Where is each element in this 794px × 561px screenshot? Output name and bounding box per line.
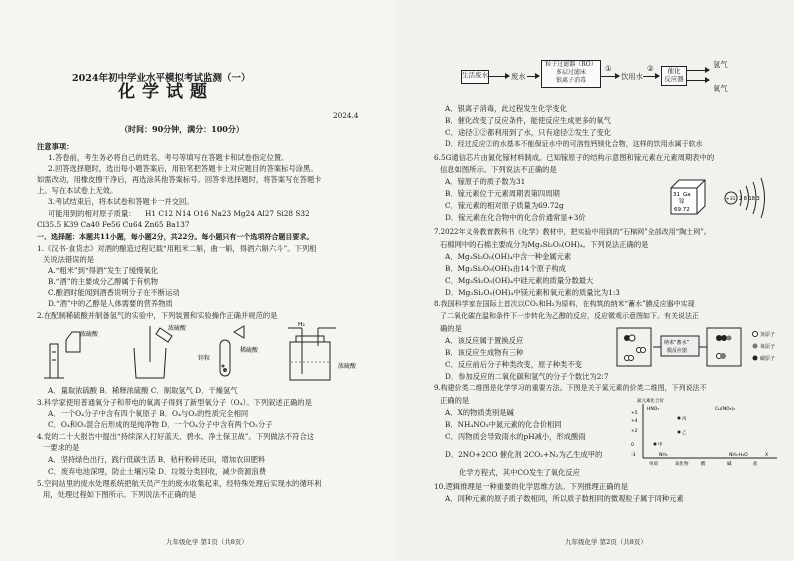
page-footer: 九年级化学 第2页（共8页） — [565, 538, 647, 546]
filter-line: 多层过滤床 — [555, 69, 586, 76]
gas-washing-bottle-icon — [288, 328, 336, 380]
q8-option-d: D．参加反应的二氧化碳和氢气的分子个数比为2:7 — [445, 372, 609, 381]
q9-stem: 正确的是 — [440, 396, 470, 405]
ga-shells: 2 8 18 3 — [739, 196, 760, 202]
atomic-masses-label: 可能用到的相对原子质量： — [48, 209, 136, 218]
reactor-line: 催化 — [667, 67, 681, 75]
label-yi: 乙 — [682, 431, 687, 436]
q3-stem: 3.科学家使用普通氧分子和带电的氧离子得到了新型氧分子（O₄）。下列叙述正确的是 — [37, 398, 312, 407]
chart-y-tick: +4 — [631, 419, 638, 424]
flow-box-source: 生活废水 — [461, 70, 489, 84]
legend-o: 氧原子 — [760, 344, 776, 350]
q3-options-cd: C．O₄和O₂混合后形成的是纯净物 D．一个O₄分子中含有两个O₂分子 — [48, 420, 273, 429]
q6-option-d: D．镓元素在化合物中的化合价通常显+3价 — [445, 213, 586, 222]
atomic-masses-2: Cl35.5 K39 Ca40 Fe56 Cu64 Zn65 Ba137 — [37, 220, 190, 229]
product-box — [707, 328, 741, 366]
right-page — [397, 0, 794, 561]
q2-label-conc3: 浓硫酸 — [338, 363, 357, 370]
route-2-marker: ② — [647, 64, 654, 73]
carbon-atom-icon — [753, 356, 758, 361]
legend-c: 碳原子 — [760, 356, 776, 362]
reactor-label: 膜反应器 — [667, 348, 688, 354]
note-line: 2.回答选择题时，选出每小题答案后，用铅笔把答题卡上对应题目的答案标号涂黑。 — [48, 164, 318, 173]
q5-stem: 用，处理过程如下图所示。下列说法不正确的是 — [43, 490, 197, 499]
chart-y-tick: +2 — [631, 429, 638, 434]
label-x: X — [765, 453, 769, 458]
q5-option-a: A．银离子消毒，此过程发生化学变化 — [445, 104, 568, 113]
q5-option-b: B．催化改变了反应条件，能使反应生成更多的氧气 — [445, 116, 611, 125]
note-line: 上。写在本试卷上无效。 — [37, 186, 118, 195]
q10-stem: 10.逻辑推理是一种重要的化学思维方法。下列推理正确的是 — [434, 482, 629, 491]
flow-label-wastewater: 废水 — [511, 72, 526, 81]
chart-x-category: 碱 — [727, 462, 732, 467]
q9-stem: 9.构建价类二维图是化学学习的重要方法。下图是关于氮元素的价类二维图，下列说法不 — [434, 384, 707, 392]
subject-title: 化学试题 — [118, 82, 214, 102]
q5-option-d: D．经过反应②的水基本不能保证水中的可溶性钙镁化合物，这样的饮用水属于软水 — [445, 140, 703, 148]
ga-name: 镓 — [679, 199, 685, 205]
flow-label-drinking-water: 饮用水 — [621, 72, 643, 81]
chart-x-category: 盐 — [753, 462, 758, 467]
label-cuno3: Cu(NO₃)₂ — [715, 407, 736, 412]
q7-stem: 7.2022年义务教育教科书《化学》教材中，把实验中用到的“石棉网”全部改用“陶土网”。 — [434, 228, 711, 236]
atomic-masses: H1 C12 N14 O16 Na23 Mg24 Al27 Si28 S32 — [145, 209, 310, 218]
q7-option-b: B．Mg₃Si₂O₅(OH)₄由14个原子构成 — [445, 264, 566, 273]
label-jia: 甲 — [658, 443, 663, 448]
q1-option-c: C.酿酒时能闻到酒香说明分子在不断运动 — [48, 288, 180, 297]
chart-x-category: 酸 — [701, 462, 706, 467]
q2-options: A．量取浓硫酸 B．稀释浓硫酸 C．制取氢气 D．干燥氢气 — [48, 386, 238, 395]
time-score: （时间：90分钟，满分：100分） — [120, 124, 244, 134]
flow-arrow — [687, 70, 709, 71]
q7-stem: 石棉网中的石棉主要成分为Mg₃Si₂O₅(OH)₄。下列说法正确的是 — [440, 240, 649, 249]
gallium-figure — [665, 176, 781, 220]
q2-stem: 2.在配制稀硫酸并制备氢气的实验中，下列装置和实验操作正确并规范的是 — [37, 311, 278, 320]
q8-stem: 了二氧化碳在温和条件下一步转化为乙醇的反应，反应微观示意图如下。有关说法正 — [440, 312, 699, 320]
q5-option-c: C．途径①②都利用到了水，只有途径②发生了变化 — [445, 128, 612, 137]
q1-option-d: D.“酒”中的乙醇是人体需要的营养物质 — [48, 299, 173, 308]
flow-output-h2: 氢气 — [713, 60, 728, 69]
q7-option-c: C．Mg₃Si₂O₅(OH)₄中硅元素的质量分数最大 — [445, 276, 594, 285]
reactor-line: 反应器 — [664, 75, 684, 83]
q4-options-cd: C．废弃电池深埋，防止土壤污染 D．垃圾分类回收，减少资源浪费 — [48, 467, 267, 476]
q2-label-h2: H₂ — [298, 322, 305, 328]
q1-option-b: B.“酒”的主要成分乙醇属于有机物 — [48, 277, 159, 286]
q10-option-a: A．同种元素的原子质子数相同，所以质子数相同的微观粒子属于同种元素 — [445, 494, 684, 503]
flow-arrow — [601, 76, 619, 77]
chart-y-tick: -3 — [631, 453, 636, 458]
chart-x-category: 氧化物 — [675, 462, 689, 467]
q2-label-dil: 稀硫酸 — [240, 347, 259, 354]
q8-reaction-figure — [615, 324, 791, 370]
q9-option-d-cont: 化学方程式，其中CO发生了氧化反应 — [459, 468, 581, 477]
ga-mass: 69.72 — [674, 207, 690, 213]
beaker-icon — [134, 326, 172, 378]
chart-title: 氮元素化合价 — [637, 399, 664, 404]
q7-option-d: D．Mg₃Si₂O₅(OH)₄中镁元素和氧元素的质量比为1:3 — [445, 288, 620, 297]
flow-box-reactor — [661, 66, 687, 86]
q5-stem: 5.空间站里的废水处理系统把航天员产生的废水收集起来，经特殊处理后实现水的循环利 — [37, 479, 322, 488]
chart-x-category: 单质 — [649, 462, 658, 467]
q1-stem: 1.《汉书·食货志》对酒的酿造过程记载“用粗米二斛，曲一斛，得酒六斛六斗”。下列相 — [37, 244, 317, 253]
q3-options-ab: A．一个O₄分子中含有四个氧原子 B．O₄与O₂的性质完全相同 — [48, 409, 249, 418]
q2-label-zinc: 锌粒 — [198, 355, 211, 362]
exam-title: 2024年初中学业水平模拟考试监测（一） — [72, 73, 251, 84]
reactant-box — [617, 328, 651, 366]
label-bing: 丙 — [682, 417, 687, 422]
flow-output-o2: 氧气 — [713, 84, 728, 93]
q6-stem: 信息如图所示。下列说法不正确的是 — [440, 165, 557, 174]
flow-arrow — [489, 76, 509, 77]
q9-option-b: B．NH₄NO₃中氮元素的化合价相同 — [445, 420, 562, 429]
q6-option-a: A．镓原子的质子数为31 — [445, 177, 526, 186]
chart-y-tick: 0 — [631, 443, 634, 448]
nitrogen-valence-chart — [629, 396, 781, 468]
notes-heading: 注意事项： — [37, 142, 74, 151]
q8-option-a: A．该反应属于置换反应 — [445, 336, 524, 345]
q8-stem: 8.我国科学家在国际上首次以CO₂和H₂为原料，在构筑的纳米“蓄水”膜反应器中实现 — [434, 300, 695, 308]
label-hno3: HNO₃ — [647, 407, 660, 412]
ga-nucleus: +31 — [726, 197, 736, 202]
page-footer: 九年级化学 第1页（共8页） — [166, 538, 248, 546]
flow-arrow — [687, 80, 709, 81]
filter-line: 银离子消毒 — [555, 77, 586, 84]
ga-symbol: Ga — [683, 192, 691, 198]
flow-box-filter — [541, 60, 601, 88]
atom-structure-icon — [725, 178, 765, 218]
chart-y-tick: +5 — [631, 411, 638, 416]
q4-options-ab: A．坚持绿色出行，践行低碳生活 B．秸秆粉碎还田，增加农田肥料 — [48, 455, 266, 464]
q2-label-conc2: 浓硫酸 — [168, 325, 187, 332]
flow-arrow — [527, 76, 539, 77]
q9-option-a: A．X的物质类别是碱 — [445, 408, 514, 417]
label-nh3h2o: NH₃·H₂O — [729, 453, 748, 458]
element-cell-icon — [671, 180, 705, 214]
note-line: 如需改动，用橡皮擦干净后，再选涂其他答案标号。回答非选择题时，将答案写在答题卡 — [37, 175, 322, 184]
route-1-marker: ① — [605, 64, 612, 73]
oxygen-atom-icon — [753, 344, 758, 349]
q6-option-c: C．镓元素的相对原子质量为69.72g — [445, 201, 564, 210]
filter-line: 粒子过滤器（RO） — [545, 61, 597, 68]
q4-stem: 一要求的是 — [43, 443, 80, 452]
note-line: 3.考试结束后，将本试卷和答题卡一并交回。 — [48, 197, 194, 206]
q6-stem: 6.5G通信芯片由氮化镓材料制成。已知镓原子的结构示意图和镓元素在元素周期表中的 — [434, 153, 715, 162]
q8-option-c: C．反应前后分子种类改变，原子种类不变 — [445, 360, 582, 369]
exam-date: 2024.4 — [333, 111, 359, 120]
note-line: 1.答卷前，考生务必将自己的姓名、考号等填写在答题卡和试卷指定位置。 — [48, 153, 289, 162]
q1-option-a: A.“粗米”到“得酒”发生了缓慢氧化 — [48, 266, 159, 275]
graduated-cylinder-icon — [44, 332, 80, 378]
q8-stem: 确的是 — [440, 324, 462, 333]
q9-option-d: D．2NO+2CO 催化剂 2CO₂+N₂为乙生成甲的 — [445, 450, 603, 459]
q2-label-conc1: 浓硫酸 — [80, 331, 99, 338]
q2-apparatus-figure — [40, 322, 380, 384]
q4-stem: 4.党的二十大报告中提出“持续深入打好蓝天、碧水、净土保卫战”。下列做法不符合这 — [37, 432, 315, 441]
q9-option-c: C．丙物质会导致雨水的pH减小，形成酸雨 — [445, 432, 586, 441]
q7-option-a: A．Mg₃Si₂O₅(OH)₄中含一种金属元素 — [445, 252, 572, 261]
label-nh3: NH₃ — [659, 453, 668, 458]
flow-arrow — [643, 76, 659, 77]
legend-h: 氢原子 — [760, 332, 776, 338]
hydrogen-atom-icon — [753, 332, 758, 337]
q6-option-b: B．镓元素位于元素周期表第四周期 — [445, 189, 560, 198]
section-1-heading: 一、选择题：本题共11小题，每小题2分，共22分。每小题只有一个选项符合题目要求。 — [37, 232, 314, 241]
q8-option-b: B．该反应生成物有三种 — [445, 348, 524, 357]
reactor-label: 纳米“蓄水” — [664, 340, 690, 346]
ga-number: 31 — [673, 192, 680, 198]
q1-stem: 关说法错误的是 — [43, 255, 95, 264]
